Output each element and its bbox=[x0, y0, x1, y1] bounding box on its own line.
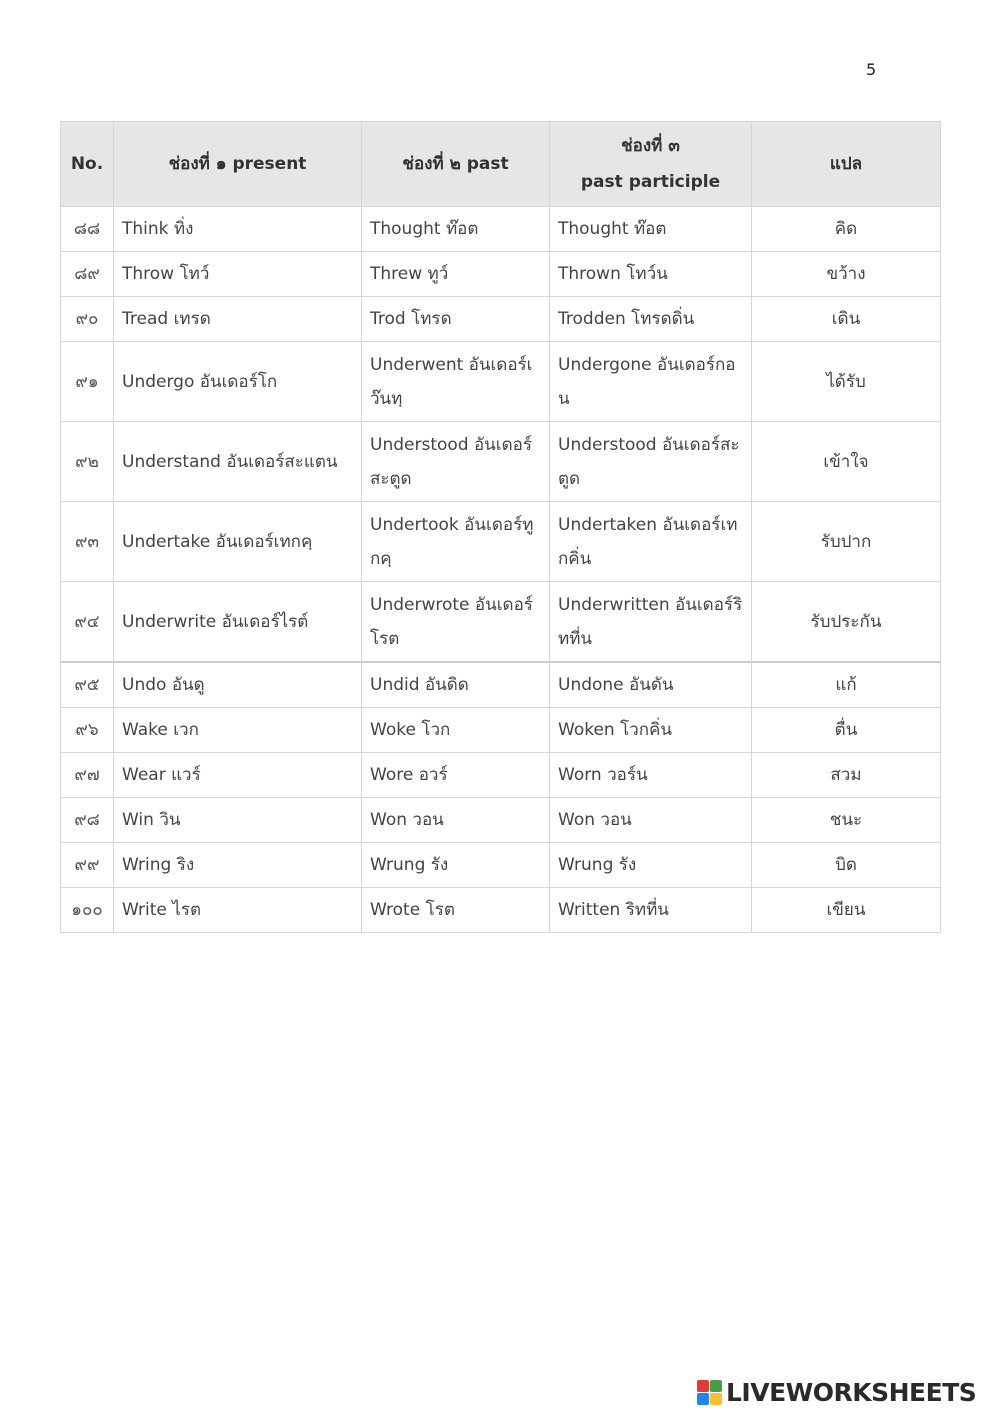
cell-past-participle: Underwritten อันเดอร์ริทที่น bbox=[550, 582, 752, 663]
cell-past-participle: Wrung รัง bbox=[550, 843, 752, 888]
cell-past: Wrote โรต bbox=[362, 888, 550, 933]
cell-past-participle: Won วอน bbox=[550, 798, 752, 843]
header-past-participle bbox=[550, 122, 752, 207]
table-row bbox=[61, 843, 941, 888]
liveworksheets-logo-icon bbox=[697, 1380, 722, 1405]
cell-past-participle: Understood อันเดอร์สะตูด bbox=[550, 422, 752, 502]
cell-translation: แก้ bbox=[752, 662, 941, 708]
table-row bbox=[61, 207, 941, 252]
table-row bbox=[61, 708, 941, 753]
cell-present: Understand อันเดอร์สะแตน bbox=[114, 422, 362, 502]
header-row bbox=[61, 122, 941, 207]
cell-present: Wear แวร์ bbox=[114, 753, 362, 798]
table-row bbox=[61, 342, 941, 422]
cell-no: ๙๖ bbox=[61, 708, 114, 753]
cell-past: Wore อวร์ bbox=[362, 753, 550, 798]
cell-past: Thought ท๊อต bbox=[362, 207, 550, 252]
brand-name: LIVEWORKSHEETS bbox=[726, 1378, 977, 1407]
cell-translation: ขว้าง bbox=[752, 252, 941, 297]
cell-present: Underwrite อันเดอร์ไรต์ bbox=[114, 582, 362, 663]
logo-square-2 bbox=[710, 1380, 722, 1392]
cell-no: ๘๘ bbox=[61, 207, 114, 252]
header-past: ช่องที่ ๒ past bbox=[362, 122, 550, 207]
cell-present: Wring ริง bbox=[114, 843, 362, 888]
table-row bbox=[61, 297, 941, 342]
cell-translation: เข้าใจ bbox=[752, 422, 941, 502]
cell-no: ๑๐๐ bbox=[61, 888, 114, 933]
cell-past-participle: Trodden โทรดดิ่น bbox=[550, 297, 752, 342]
cell-past: Woke โวก bbox=[362, 708, 550, 753]
cell-past-participle: Worn วอร์น bbox=[550, 753, 752, 798]
cell-past: Undid อันดิด bbox=[362, 662, 550, 708]
table-row bbox=[61, 252, 941, 297]
liveworksheets-brand bbox=[697, 1378, 976, 1407]
header-no: No. bbox=[61, 122, 114, 207]
table-row bbox=[61, 422, 941, 502]
cell-no: ๘๙ bbox=[61, 252, 114, 297]
cell-present: Win วิน bbox=[114, 798, 362, 843]
cell-past-participle: Woken โวกคิ่น bbox=[550, 708, 752, 753]
cell-past: Understood อันเดอร์สะตูด bbox=[362, 422, 550, 502]
cell-past: Underwent อันเดอร์เว๊นทฺ bbox=[362, 342, 550, 422]
cell-translation: สวม bbox=[752, 753, 941, 798]
cell-present: Think ทิ่ง bbox=[114, 207, 362, 252]
cell-translation: ชนะ bbox=[752, 798, 941, 843]
cell-past: Wrung รัง bbox=[362, 843, 550, 888]
cell-present: Wake เวก bbox=[114, 708, 362, 753]
cell-no: ๙๐ bbox=[61, 297, 114, 342]
header-present: ช่องที่ ๑ present bbox=[114, 122, 362, 207]
cell-present: Tread เทรด bbox=[114, 297, 362, 342]
cell-past-participle: Thrown โทว์น bbox=[550, 252, 752, 297]
cell-translation: รับประกัน bbox=[752, 582, 941, 663]
cell-no: ๙๑ bbox=[61, 342, 114, 422]
cell-past: Underwrote อันเดอร์โรต bbox=[362, 582, 550, 663]
cell-past-participle: Written ริทที่น bbox=[550, 888, 752, 933]
cell-no: ๙๓ bbox=[61, 502, 114, 582]
cell-no: ๙๒ bbox=[61, 422, 114, 502]
cell-past: Undertook อันเดอร์ทูกคฺ bbox=[362, 502, 550, 582]
cell-past-participle: Undertaken อันเดอร์เทกคิ่น bbox=[550, 502, 752, 582]
table-body bbox=[61, 207, 941, 933]
cell-translation: คิด bbox=[752, 207, 941, 252]
table-row bbox=[61, 888, 941, 933]
logo-square-3 bbox=[697, 1393, 709, 1405]
cell-past-participle: Undone อันดัน bbox=[550, 662, 752, 708]
cell-past-participle: Thought ท๊อต bbox=[550, 207, 752, 252]
table-row bbox=[61, 798, 941, 843]
table-row bbox=[61, 753, 941, 798]
cell-present: Undergo อันเดอร์โก bbox=[114, 342, 362, 422]
cell-translation: เขียน bbox=[752, 888, 941, 933]
header-pp-line1: ช่องที่ ๓ bbox=[621, 136, 680, 156]
cell-translation: ได้รับ bbox=[752, 342, 941, 422]
cell-translation: รับปาก bbox=[752, 502, 941, 582]
cell-no: ๙๗ bbox=[61, 753, 114, 798]
cell-no: ๙๕ bbox=[61, 662, 114, 708]
page-number: 5 bbox=[866, 60, 877, 79]
cell-present: Undo อันดู bbox=[114, 662, 362, 708]
cell-translation: ตื่น bbox=[752, 708, 941, 753]
cell-past: Trod โทรด bbox=[362, 297, 550, 342]
cell-past: Won วอน bbox=[362, 798, 550, 843]
cell-translation: บิด bbox=[752, 843, 941, 888]
cell-present: Throw โทว์ bbox=[114, 252, 362, 297]
cell-no: ๙๙ bbox=[61, 843, 114, 888]
cell-translation: เดิน bbox=[752, 297, 941, 342]
cell-no: ๙๔ bbox=[61, 582, 114, 663]
table-row bbox=[61, 502, 941, 582]
header-pp-line2: past participle bbox=[580, 172, 721, 192]
cell-past: Threw ทูว์ bbox=[362, 252, 550, 297]
table-row bbox=[61, 662, 941, 708]
table-row bbox=[61, 582, 941, 663]
logo-square-1 bbox=[697, 1380, 709, 1392]
table-header bbox=[61, 122, 941, 207]
cell-past-participle: Undergone อันเดอร์กอน bbox=[550, 342, 752, 422]
cell-no: ๙๘ bbox=[61, 798, 114, 843]
cell-present: Undertake อันเดอร์เทกคฺ bbox=[114, 502, 362, 582]
cell-present: Write ไรต bbox=[114, 888, 362, 933]
header-translation: แปล bbox=[752, 122, 941, 207]
irregular-verbs-table bbox=[60, 121, 941, 933]
logo-square-4 bbox=[710, 1393, 722, 1405]
